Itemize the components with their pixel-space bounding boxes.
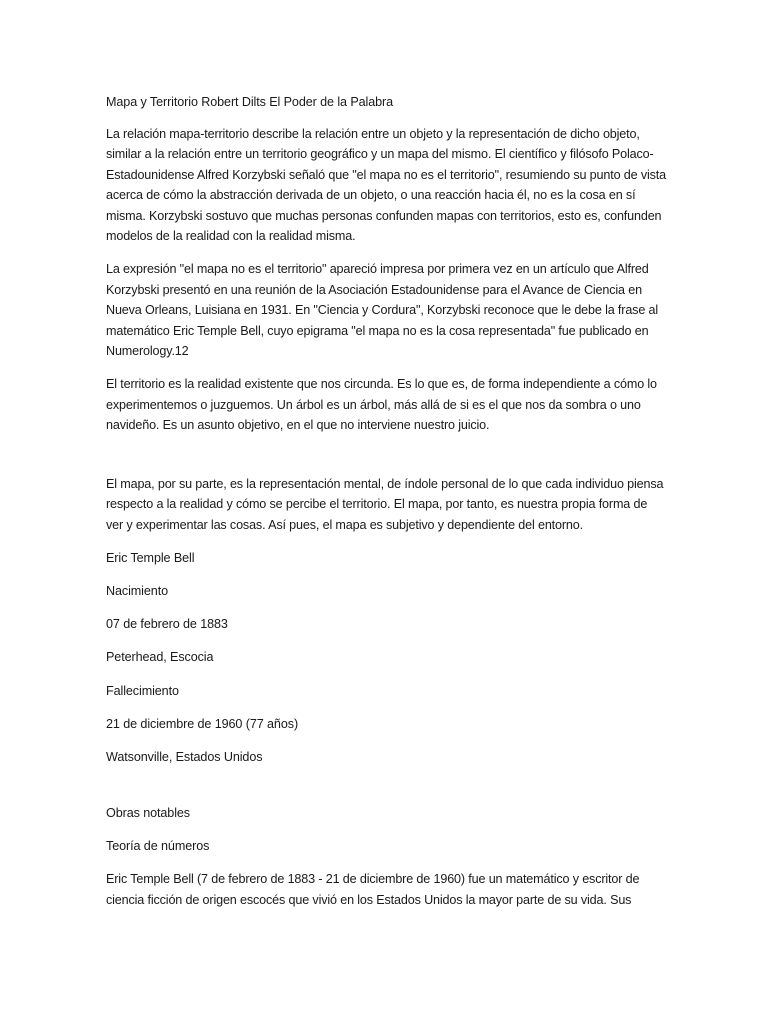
bio-death-place: Watsonville, Estados Unidos xyxy=(106,750,263,765)
bio-name: Eric Temple Bell xyxy=(106,550,195,565)
bio-birth-place: Peterhead, Escocia xyxy=(106,650,214,665)
document-page xyxy=(106,92,666,923)
bio-works-label: Obras notables xyxy=(106,806,191,821)
bio-death-date: 21 de diciembre de 1960 (77 años) xyxy=(106,716,299,731)
document-title: Mapa y Territorio Robert Dilts El Poder de la Palabra xyxy=(106,95,394,109)
paragraph-expression-origin: La expresión "el mapa no es el territorio" apareció impresa por primera vez en un artículo que Alfred Korzybski presentó en una reunión de la Asociación Estadounidense para el Avance de Ciencia en Nueva Orleans, Luisiana en 1931. En "Ciencia y Cordura", Korzybski reconoce que le debe la frase al matemático Eric Temple Bell, cuyo epigrama "el mapa no es la cosa representada" fue publicado en Numerology.12 xyxy=(106,262,659,359)
paragraph-territory-definition: El territorio es la realidad existente que nos circunda. Es lo que es, de forma independiente a cómo lo experimentemos o juzguemos. Un árbol es un árbol, más allá de si es el que nos da sombra o uno navideño. Es un asunto objetivo, en el que no interviene nuestro juicio. xyxy=(106,377,657,433)
bio-birth-date: 07 de febrero de 1883 xyxy=(106,617,228,632)
paragraph-map-territory-relation: La relación mapa-territorio describe la relación entre un objeto y la representación de dicho objeto, similar a la relación entre un territorio geográfico y un mapa del mismo. El científico y filósofo Polaco-Estadounidense Alfred Korzybski señaló que "el mapa no es el territorio", resumiendo su punto de vista acerca de cómo la abstracción derivada de un objeto, o una reacción hacia él, no es la cosa en sí misma. Korzybski sostuvo que muchas personas confunden mapas con territorios, esto es, confunden modelos de la realidad con la realidad misma. xyxy=(106,127,666,244)
bio-birth-label: Nacimiento xyxy=(106,584,168,599)
bio-works-value: Teoría de números xyxy=(106,839,210,854)
bio-death-label: Fallecimiento xyxy=(106,683,179,698)
paragraph-map-definition: El mapa, por su parte, es la representación mental, de índole personal de lo que cada individuo piensa respecto a la realidad y cómo se percibe el territorio. El mapa, por tanto, es nuestra propia forma de ver y experimentar las cosas. Así pues, el mapa es subjetivo y dependiente del entorno. xyxy=(106,476,664,532)
paragraph-bell-biography: Eric Temple Bell (7 de febrero de 1883 - 21 de diciembre de 1960) fue un matemático y escritor de ciencia ficción de origen escocés que vivió en los Estados Unidos la mayor parte de su vida. Sus xyxy=(106,872,640,907)
